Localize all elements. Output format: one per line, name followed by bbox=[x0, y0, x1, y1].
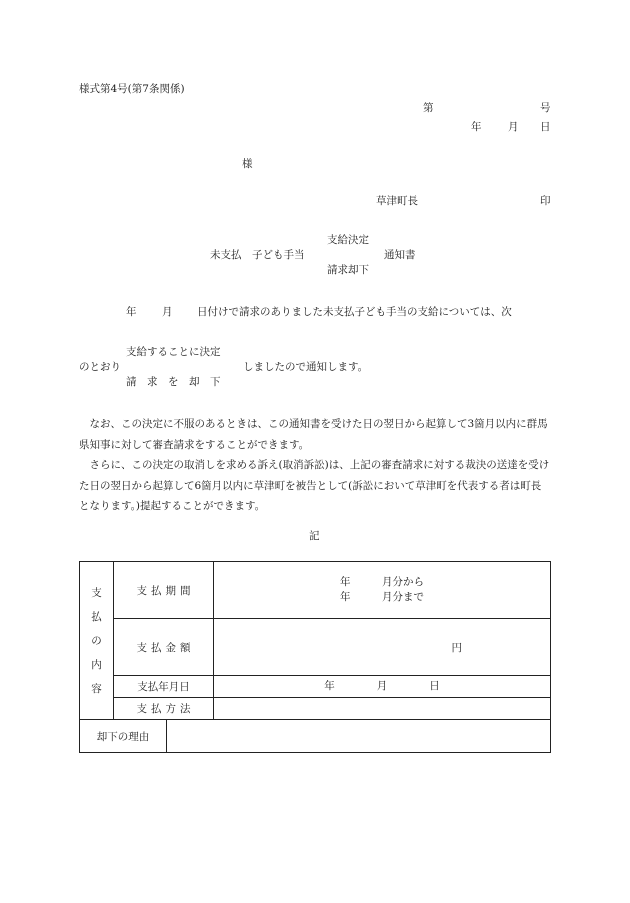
request-date-month: 月 bbox=[162, 306, 173, 318]
group-label-char: 払 bbox=[91, 610, 102, 623]
amount-unit: 円 bbox=[451, 641, 462, 654]
label-char: 支 bbox=[136, 584, 147, 597]
ki-heading: 記 bbox=[309, 530, 320, 542]
body-line-2-prefix: のとおり bbox=[79, 361, 121, 373]
period-from: 年 月分から bbox=[340, 576, 424, 588]
label-char: 額 bbox=[180, 641, 191, 654]
issue-date-day: 日 bbox=[540, 121, 551, 133]
label-char: 支 bbox=[136, 703, 147, 715]
payment-amount-label bbox=[114, 619, 214, 676]
payment-method-value[interactable] bbox=[214, 698, 551, 720]
title-prefix: 未支払 子ども手当 bbox=[210, 249, 305, 261]
document-number-prefix: 第 bbox=[423, 102, 434, 114]
notice-lawsuit bbox=[79, 455, 551, 517]
notice-appeal bbox=[79, 414, 551, 455]
label-char: 払 bbox=[151, 703, 162, 715]
payment-table bbox=[79, 561, 551, 753]
payment-details-group-label bbox=[80, 562, 114, 720]
label-char: 支 bbox=[136, 641, 147, 654]
issue-date-month: 月 bbox=[508, 121, 519, 133]
request-date-year: 年 bbox=[126, 306, 137, 318]
label-char: 払 bbox=[151, 584, 162, 597]
addressee-suffix: 様 bbox=[242, 158, 253, 170]
payment-date-value[interactable] bbox=[214, 676, 551, 698]
issue-date-year: 年 bbox=[471, 121, 482, 133]
group-label-char: の bbox=[91, 634, 102, 647]
payment-date-label: 支払年月日 bbox=[114, 676, 214, 698]
label-char: 期 bbox=[165, 584, 176, 597]
notice-appeal-text: なお、この決定に不服のあるときは、この通知書を受けた日の翌日から起算して3箇月以内に群馬県知事に対して審査請求をすることができます。 bbox=[79, 418, 548, 451]
label-char: 法 bbox=[180, 703, 191, 715]
label-char: 方 bbox=[165, 703, 176, 715]
rejection-reason-label: 却下の理由 bbox=[80, 720, 167, 753]
title-suffix: 通知書 bbox=[384, 249, 416, 261]
group-label-char: 内 bbox=[91, 658, 102, 671]
label-char: 払 bbox=[151, 641, 162, 654]
label-char: 金 bbox=[165, 641, 176, 654]
sender-title: 草津町長 bbox=[376, 195, 418, 207]
form-number: 様式第4号(第7条関係) bbox=[79, 83, 185, 95]
label-char: 間 bbox=[180, 584, 191, 597]
document-number-suffix: 号 bbox=[540, 102, 551, 114]
body-option-reject: 請 求 を 却 下 bbox=[126, 376, 221, 388]
body-line-2-suffix: しましたので通知します。 bbox=[243, 361, 369, 373]
body-line-1: 日付けで請求のありました未支払子ども手当の支給については、次 bbox=[197, 306, 512, 318]
payment-date-text: 年 月 日 bbox=[324, 680, 440, 692]
seal-mark: 印 bbox=[540, 195, 551, 207]
group-label-char: 容 bbox=[91, 682, 102, 695]
payment-period-value[interactable] bbox=[214, 562, 551, 619]
title-option-approve: 支給決定 bbox=[327, 234, 369, 246]
group-label-char: 支 bbox=[91, 586, 102, 599]
notice-lawsuit-text: さらに、この決定の取消しを求める訴え(取消訴訟)は、上記の審査請求に対する裁決の送達を受けた日の翌日から起算して6箇月以内に草津町を被告として(訴訟において草津町を代表する者は町長となります。)提起することができます。 bbox=[79, 459, 550, 512]
payment-method-label bbox=[114, 698, 214, 720]
body-option-approve: 支給することに決定 bbox=[126, 346, 221, 358]
title-option-reject: 請求却下 bbox=[327, 264, 369, 276]
rejection-reason-value[interactable] bbox=[167, 720, 551, 753]
payment-period-label bbox=[114, 562, 214, 619]
payment-amount-value[interactable] bbox=[214, 619, 551, 676]
period-to: 年 月分まで bbox=[340, 591, 424, 603]
